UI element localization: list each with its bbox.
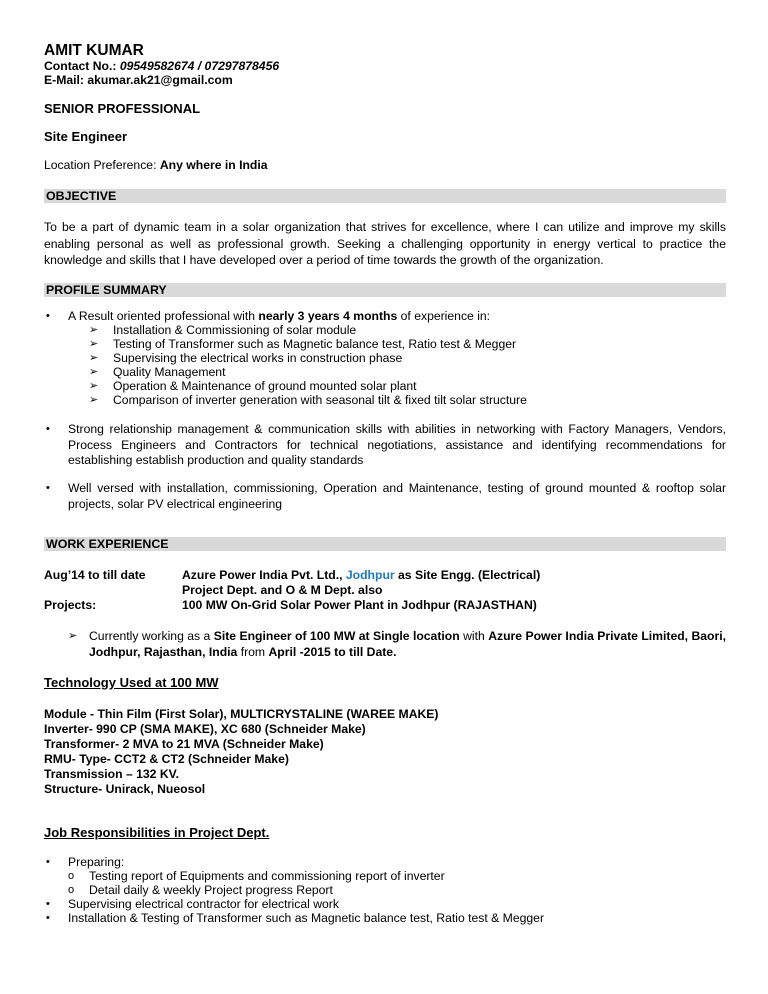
- projects-value: 100 MW On-Grid Solar Power Plant in Jodhpur (RAJASTHAN): [182, 598, 537, 612]
- arrow-bullet-icon: ➢: [68, 630, 78, 642]
- projects-label: Projects:: [44, 598, 97, 612]
- department: Project Dept. and O & M Dept. also: [182, 583, 383, 597]
- responsibilities-heading: Job Responsibilities in Project Dept.: [44, 825, 270, 840]
- skill-item: Testing of Transformer such as Magnetic balance test, Ratio test & Megger: [113, 337, 517, 351]
- objective-heading-bar: [44, 189, 726, 203]
- arrow-bullet-icon: ➢: [89, 394, 99, 406]
- objective-text: To be a part of dynamic team in a solar organization that strives for excellence, where I can utilize and improve my skills enabling personal as well as professional growth. Seeking a challenging opportunity in energy vertical to practice the knowledge and skills that I have developed over a period of time towards the growth of the organization.: [44, 220, 726, 267]
- technology-line: RMU- Type- CCT2 & CT2 (Schneider Make): [44, 752, 289, 766]
- preparing-item: Testing report of Equipments and commissioning report of inverter: [89, 869, 445, 883]
- profile-bullet-1: [68, 309, 490, 324]
- current-role-text: from: [240, 645, 266, 659]
- profile-heading-bar: [44, 283, 726, 297]
- bullet-icon: •: [46, 898, 50, 910]
- bullet-icon: •: [46, 482, 50, 494]
- arrow-bullet-icon: ➢: [89, 380, 99, 392]
- skill-item: Operation & Maintenance of ground mounted solar plant: [113, 379, 417, 393]
- location-label: Location Preference:: [44, 158, 157, 172]
- circle-bullet-icon: o: [68, 870, 75, 882]
- circle-bullet-icon: o: [68, 884, 75, 896]
- email-line: [44, 73, 233, 88]
- current-role-title: Site Engineer of 100 MW at Single location: [213, 629, 460, 643]
- experience-duration: nearly 3 years 4 months: [258, 309, 398, 323]
- profile-heading: PROFILE SUMMARY: [46, 283, 167, 297]
- employer-line: [182, 568, 540, 583]
- arrow-bullet-icon: ➢: [89, 352, 99, 364]
- professional-level: SENIOR PROFESSIONAL: [44, 101, 201, 116]
- candidate-name: AMIT KUMAR: [44, 42, 144, 59]
- company-name: Azure Power India Pvt. Ltd.,: [182, 568, 343, 582]
- profile-bullet-2: Strong relationship management & communication skills with abilities in networking with Factory Managers, Vendors, Process Engineers and Contractors for technical negotiations, assistance and identifying recommendations for establishing establish production and quality standards: [68, 422, 726, 467]
- skill-item: Quality Management: [113, 365, 226, 379]
- profile-bullet-1-text: A Result oriented professional with: [68, 309, 255, 323]
- work-period: Aug’14 to till date: [44, 568, 146, 582]
- arrow-bullet-icon: ➢: [89, 324, 99, 336]
- work-heading: WORK EXPERIENCE: [46, 537, 169, 551]
- bullet-icon: •: [46, 310, 50, 322]
- contact-number: 09549582674 / 07297878456: [119, 59, 280, 73]
- contact-label: Contact No.:: [44, 59, 117, 73]
- bullet-icon: •: [46, 912, 50, 924]
- technology-heading: Technology Used at 100 MW: [44, 675, 219, 690]
- skill-item: Comparison of inverter generation with seasonal tilt & fixed tilt solar structure: [113, 393, 527, 407]
- company-city: Jodhpur: [345, 568, 395, 582]
- technology-line: Inverter- 990 CP (SMA MAKE), XC 680 (Schneider Make): [44, 722, 366, 736]
- technology-line: Transformer- 2 MVA to 21 MVA (Schneider Make): [44, 737, 324, 751]
- email-label: E-Mail:: [44, 73, 84, 87]
- profile-bullet-3: Well versed with installation, commissioning, Operation and Maintenance, testing of ground mounted & rooftop solar projects, solar PV electrical engineering: [68, 481, 726, 511]
- preparing-label: Preparing:: [68, 855, 125, 869]
- profile-bullet-1-suffix: of experience in:: [400, 309, 491, 323]
- location-line: [44, 158, 268, 173]
- position-title: as Site Engg. (Electrical): [398, 568, 541, 582]
- responsibility-item: Supervising electrical contractor for electrical work: [68, 897, 339, 911]
- current-employer: Azure Power India Private Limited, Baori, Jodhpur, Rajasthan, India: [89, 629, 726, 659]
- current-role: [89, 628, 726, 660]
- location-value: Any where in India: [159, 158, 268, 172]
- arrow-bullet-icon: ➢: [89, 338, 99, 350]
- responsibility-item: Installation & Testing of Transformer such as Magnetic balance test, Ratio test & Megger: [68, 911, 545, 925]
- objective-heading: OBJECTIVE: [46, 189, 117, 203]
- current-role-text: with: [463, 629, 485, 643]
- bullet-icon: •: [46, 423, 50, 435]
- bullet-icon: •: [46, 856, 50, 868]
- job-role: Site Engineer: [44, 129, 128, 144]
- technology-line: Structure- Unirack, Nueosol: [44, 782, 206, 796]
- arrow-bullet-icon: ➢: [89, 366, 99, 378]
- current-role-dates: April -2015 to till Date.: [268, 645, 397, 659]
- skill-item: Supervising the electrical works in construction phase: [113, 351, 403, 365]
- technology-line: Module - Thin Film (First Solar), MULTICRYSTALINE (WAREE MAKE): [44, 707, 439, 721]
- work-heading-bar: [44, 537, 726, 551]
- email-value: akumar.ak21@gmail.com: [87, 73, 233, 87]
- current-role-text: Currently working as a: [89, 629, 211, 643]
- preparing-item: Detail daily & weekly Project progress Report: [89, 883, 333, 897]
- technology-line: Transmission – 132 KV.: [44, 767, 180, 781]
- contact-line: [44, 59, 279, 74]
- skill-item: Installation & Commissioning of solar module: [113, 323, 357, 337]
